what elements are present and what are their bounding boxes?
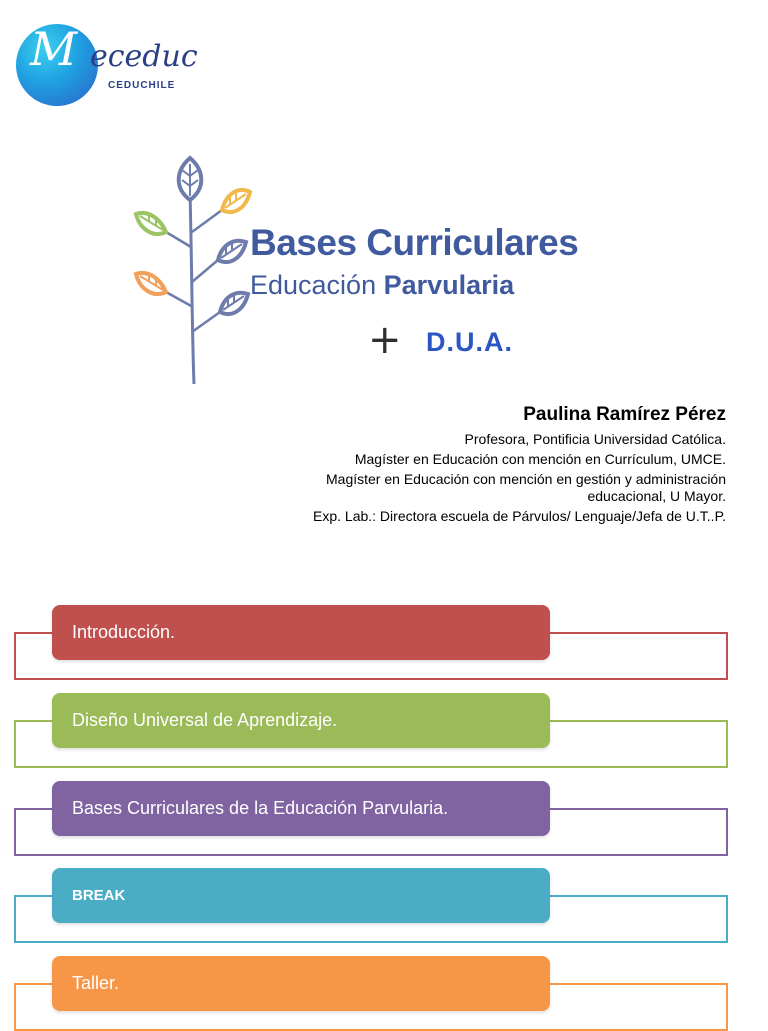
agenda-item xyxy=(0,956,768,1024)
agenda-item xyxy=(0,693,768,779)
author-line: Magíster en Educación con mención en Currículum, UMCE. xyxy=(354,451,726,467)
agenda-item xyxy=(0,868,768,954)
plant-leaves-icon xyxy=(130,152,255,384)
agenda-label: Diseño Universal de Aprendizaje. xyxy=(52,693,550,748)
agenda-label: Bases Curriculares de la Educación Parvularia. xyxy=(52,781,550,836)
author-name: Paulina Ramírez Pérez xyxy=(523,404,726,425)
author-block xyxy=(206,404,726,525)
plus-icon: + xyxy=(368,317,402,363)
logo-subtitle: CEDUCHILE xyxy=(108,80,176,91)
logo-brand: eceduc xyxy=(90,39,198,74)
banner-subtitle-bold: Parvularia xyxy=(383,270,515,300)
author-line: Profesora, Pontificia Universidad Católica. xyxy=(464,431,726,447)
agenda-item xyxy=(0,781,768,867)
agenda-label: BREAK xyxy=(52,868,550,923)
agenda-label: Introducción. xyxy=(52,605,550,660)
agenda-label: Taller. xyxy=(52,956,550,1011)
ceduchile-logo xyxy=(12,22,212,112)
banner-subtitle xyxy=(250,270,514,301)
logo-initial: M xyxy=(30,22,76,76)
title-banner xyxy=(130,152,650,384)
author-line: Magíster en Educación con mención en gestión y administración xyxy=(326,471,726,487)
banner-subtitle-regular: Educación xyxy=(250,270,377,300)
banner-title: Bases Curriculares xyxy=(250,222,579,263)
author-line: Exp. Lab.: Directora escuela de Párvulos/ Lenguaje/Jefa de U.T..P. xyxy=(313,508,726,524)
dua-label: D.U.A. xyxy=(426,327,513,357)
agenda-item xyxy=(0,605,768,691)
author-line: educacional, U Mayor. xyxy=(587,488,726,504)
